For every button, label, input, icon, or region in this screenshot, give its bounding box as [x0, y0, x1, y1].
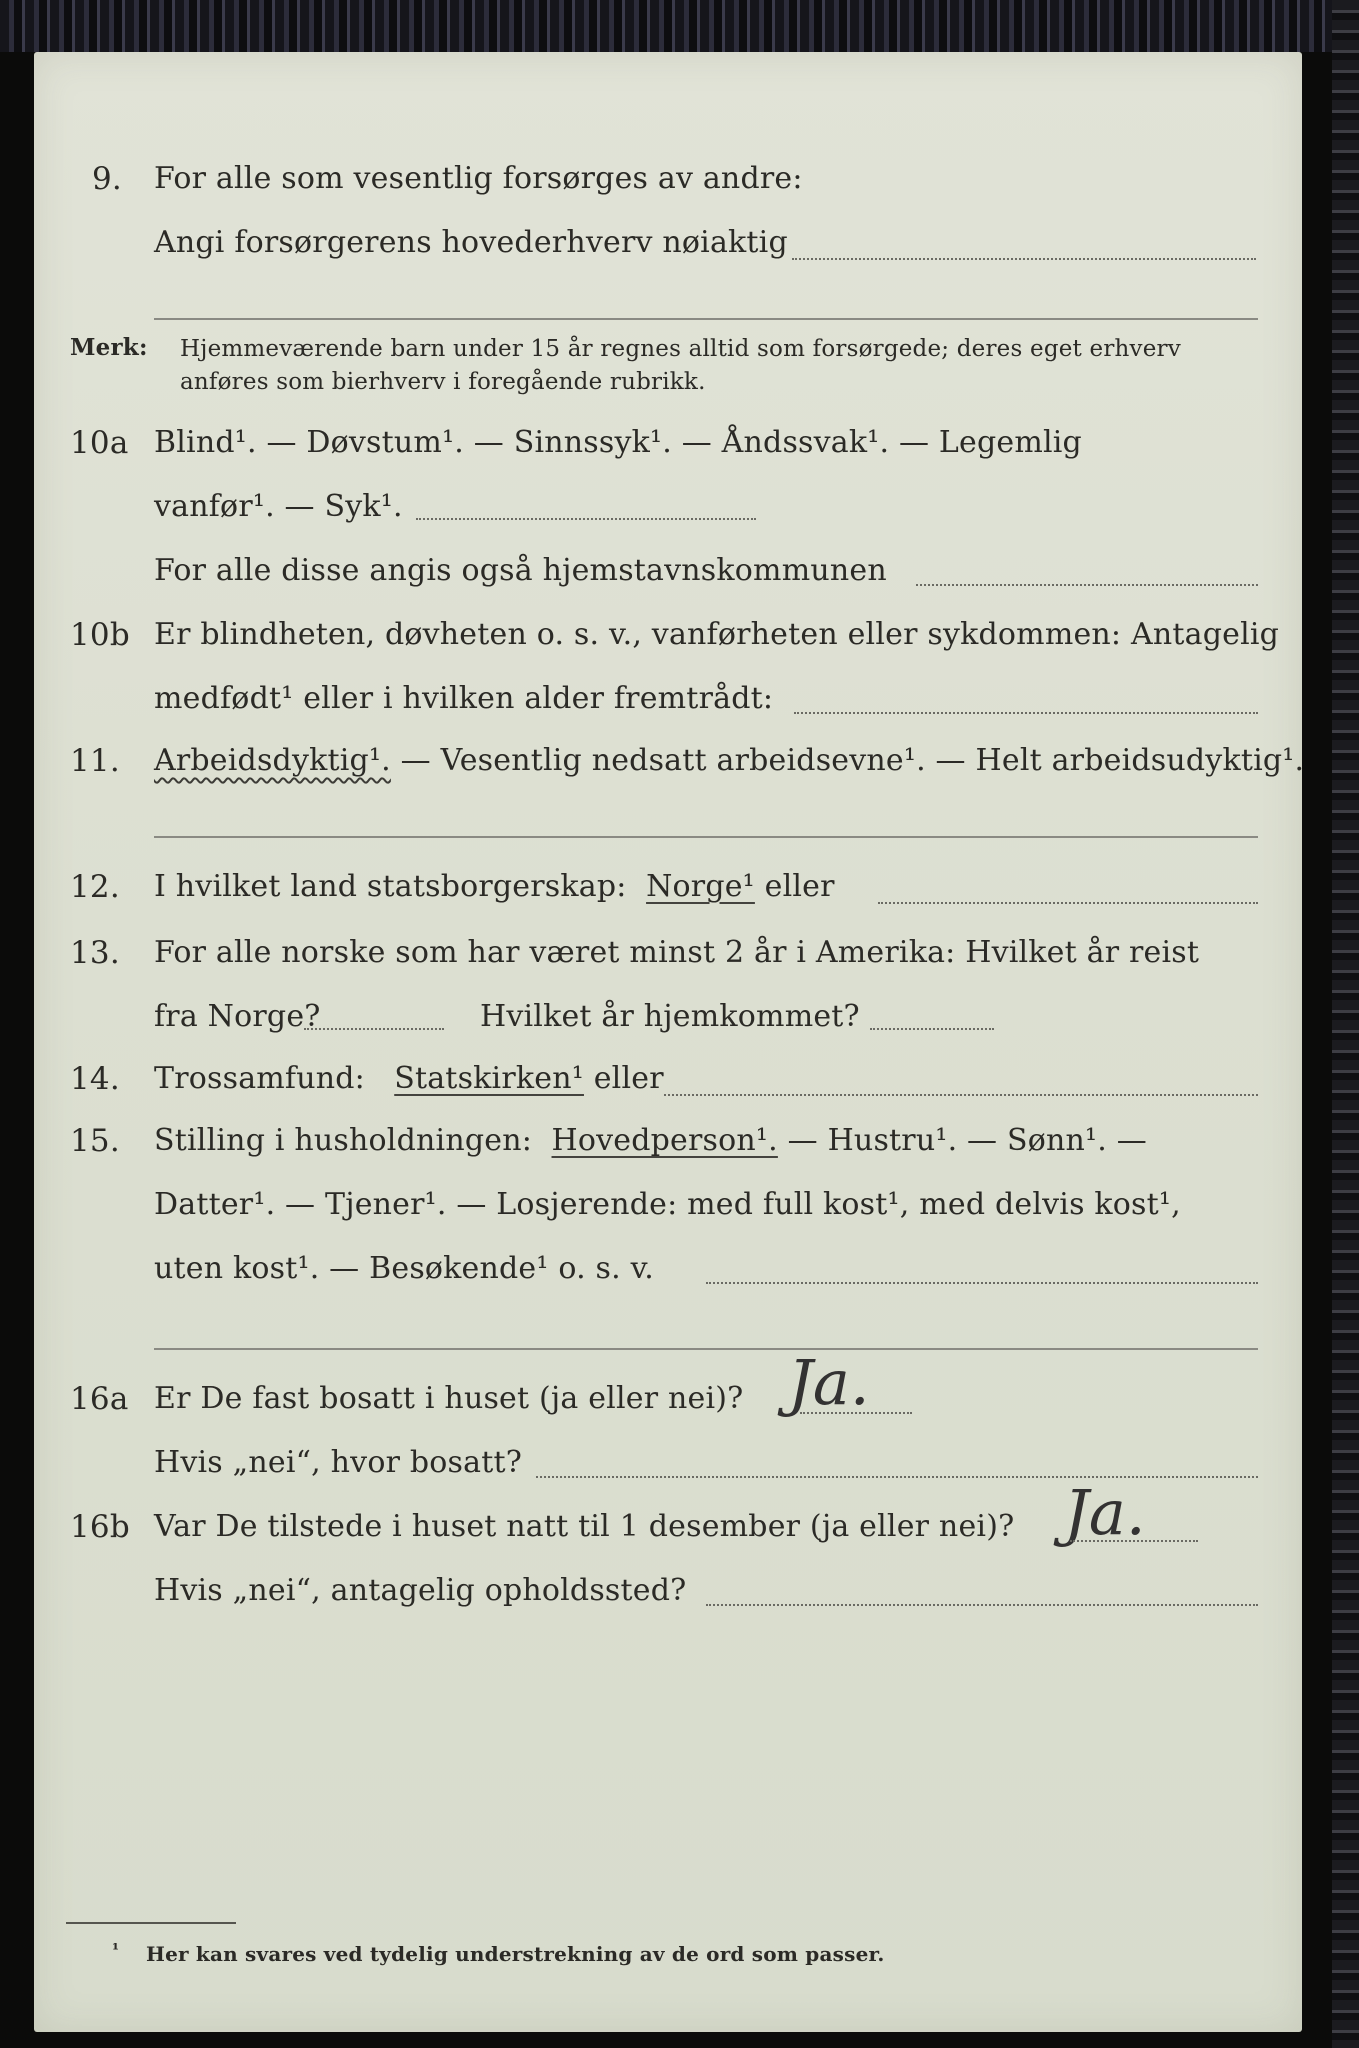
q16b-whereabouts-field[interactable] — [706, 1604, 1258, 1606]
q10a-sick-field[interactable] — [416, 518, 756, 520]
q14-prefix: Trossamfund: — [154, 1061, 365, 1096]
q16b-answer-field[interactable] — [1070, 1540, 1198, 1542]
q13-returned-field[interactable] — [870, 1028, 994, 1030]
q10b-line-1: Er blindheten, døvheten o. s. v., vanførheten eller sykdommen: Antagelig — [154, 617, 1280, 652]
q9-text: For alle som vesentlig forsørges av andre: — [154, 161, 803, 196]
q16a-line-1: Er De fast bosatt i huset (ja eller nei)? — [154, 1381, 744, 1416]
q13-line-1: For alle norske som har været minst 2 år i Amerika: Hvilket år reist — [154, 935, 1200, 970]
q10a-line-3: For alle disse angis også hjemstavnskommunen — [154, 553, 887, 588]
q16a-residence-field[interactable] — [536, 1476, 1258, 1478]
q12-suffix: eller — [754, 869, 835, 904]
q16b-handwritten-answer[interactable]: Ja. — [1064, 1476, 1146, 1549]
q9-provider-label: Angi forsørgerens hovederhverv nøiaktig — [154, 225, 788, 260]
q10a-line-2: vanfør¹. — Syk¹. — [154, 489, 403, 524]
q15-extra-line[interactable] — [154, 1348, 1258, 1350]
q14-number: 14. — [70, 1061, 120, 1097]
q11-extra-line[interactable] — [154, 836, 1258, 838]
q12-norway-underlined[interactable]: Norge¹ — [646, 869, 755, 904]
merk-line-1: Hjemmeværende barn under 15 år regnes alltid som forsørgede; deres eget erhverv — [180, 336, 1181, 362]
q16a-line-2: Hvis „nei“, hvor bosatt? — [154, 1445, 523, 1480]
q10a-home-municipality-field[interactable] — [916, 584, 1258, 586]
q11-number: 11. — [70, 743, 120, 779]
q16a-number: 16a — [70, 1381, 129, 1417]
q12-citizenship-field[interactable] — [878, 902, 1258, 904]
q9-provider-field[interactable] — [792, 258, 1256, 260]
q15-number: 15. — [70, 1123, 120, 1159]
q12-text — [154, 869, 835, 904]
q10a-line-1: Blind¹. — Døvstum¹. — Sinnssyk¹. — Åndssvak¹. — Legemlig — [154, 425, 1082, 460]
q11-text — [154, 743, 1305, 778]
q14-religion-field[interactable] — [664, 1094, 1258, 1096]
q14-state-church-underlined[interactable]: Statskirken¹ — [394, 1061, 584, 1096]
q9-number: 9. — [92, 161, 122, 197]
q16b-number: 16b — [70, 1509, 130, 1545]
q11-rest: — Vesentlig nedsatt arbeidsevne¹. — Helt arbeidsudyktig¹. — [390, 743, 1305, 778]
q16a-handwritten-answer[interactable]: Ja. — [788, 1346, 870, 1419]
q13-number: 13. — [70, 935, 120, 971]
footnote-text: Her kan svares ved tydelig understrekning av de ord som passer. — [146, 1942, 885, 1966]
q10b-number: 10b — [70, 617, 130, 653]
q10b-age-field[interactable] — [794, 712, 1258, 714]
q14-suffix: eller — [583, 1061, 664, 1096]
q15-line-1 — [154, 1123, 1147, 1158]
q16a-answer-field[interactable] — [800, 1412, 912, 1414]
q14-text — [154, 1061, 664, 1096]
q13-departed-field[interactable] — [304, 1028, 444, 1030]
q15-prefix: Stilling i husholdningen: — [154, 1123, 533, 1158]
q15-suffix: — Hustru¹. — Sønn¹. — — [777, 1123, 1147, 1158]
q11-work-capable-underlined[interactable]: Arbeidsdyktig¹. — [154, 743, 391, 778]
q10b-line-2: medfødt¹ eller i hvilken alder fremtrådt: — [154, 681, 774, 716]
q10a-number: 10a — [70, 425, 129, 461]
q16b-line-2: Hvis „nei“, antagelig opholdssted? — [154, 1573, 687, 1608]
scanner-edge-right — [1332, 0, 1359, 2048]
q12-prefix: I hvilket land statsborgerskap: — [154, 869, 627, 904]
q15-line-2: Datter¹. — Tjener¹. — Losjerende: med full kost¹, med delvis kost¹, — [154, 1187, 1181, 1222]
q16b-line-1: Var De tilstede i huset natt til 1 desember (ja eller nei)? — [154, 1509, 1015, 1544]
q15-household-field[interactable] — [706, 1282, 1258, 1284]
footnote-rule — [66, 1922, 236, 1924]
q13-returned-label: Hvilket år hjemkommet? — [480, 999, 860, 1034]
q15-line-3: uten kost¹. — Besøkende¹ o. s. v. — [154, 1251, 654, 1286]
q15-head-person-underlined[interactable]: Hovedperson¹. — [551, 1123, 778, 1158]
q9-extra-line[interactable] — [154, 318, 1258, 320]
footnote-mark: ¹ — [112, 1940, 120, 1959]
q13-departed-label: fra Norge? — [154, 999, 321, 1034]
q12-number: 12. — [70, 869, 120, 905]
merk-label: Merk: — [70, 334, 148, 361]
merk-line-2: anføres som bierhverv i foregående rubrikk. — [180, 369, 706, 395]
scanner-edge-top — [0, 0, 1359, 52]
